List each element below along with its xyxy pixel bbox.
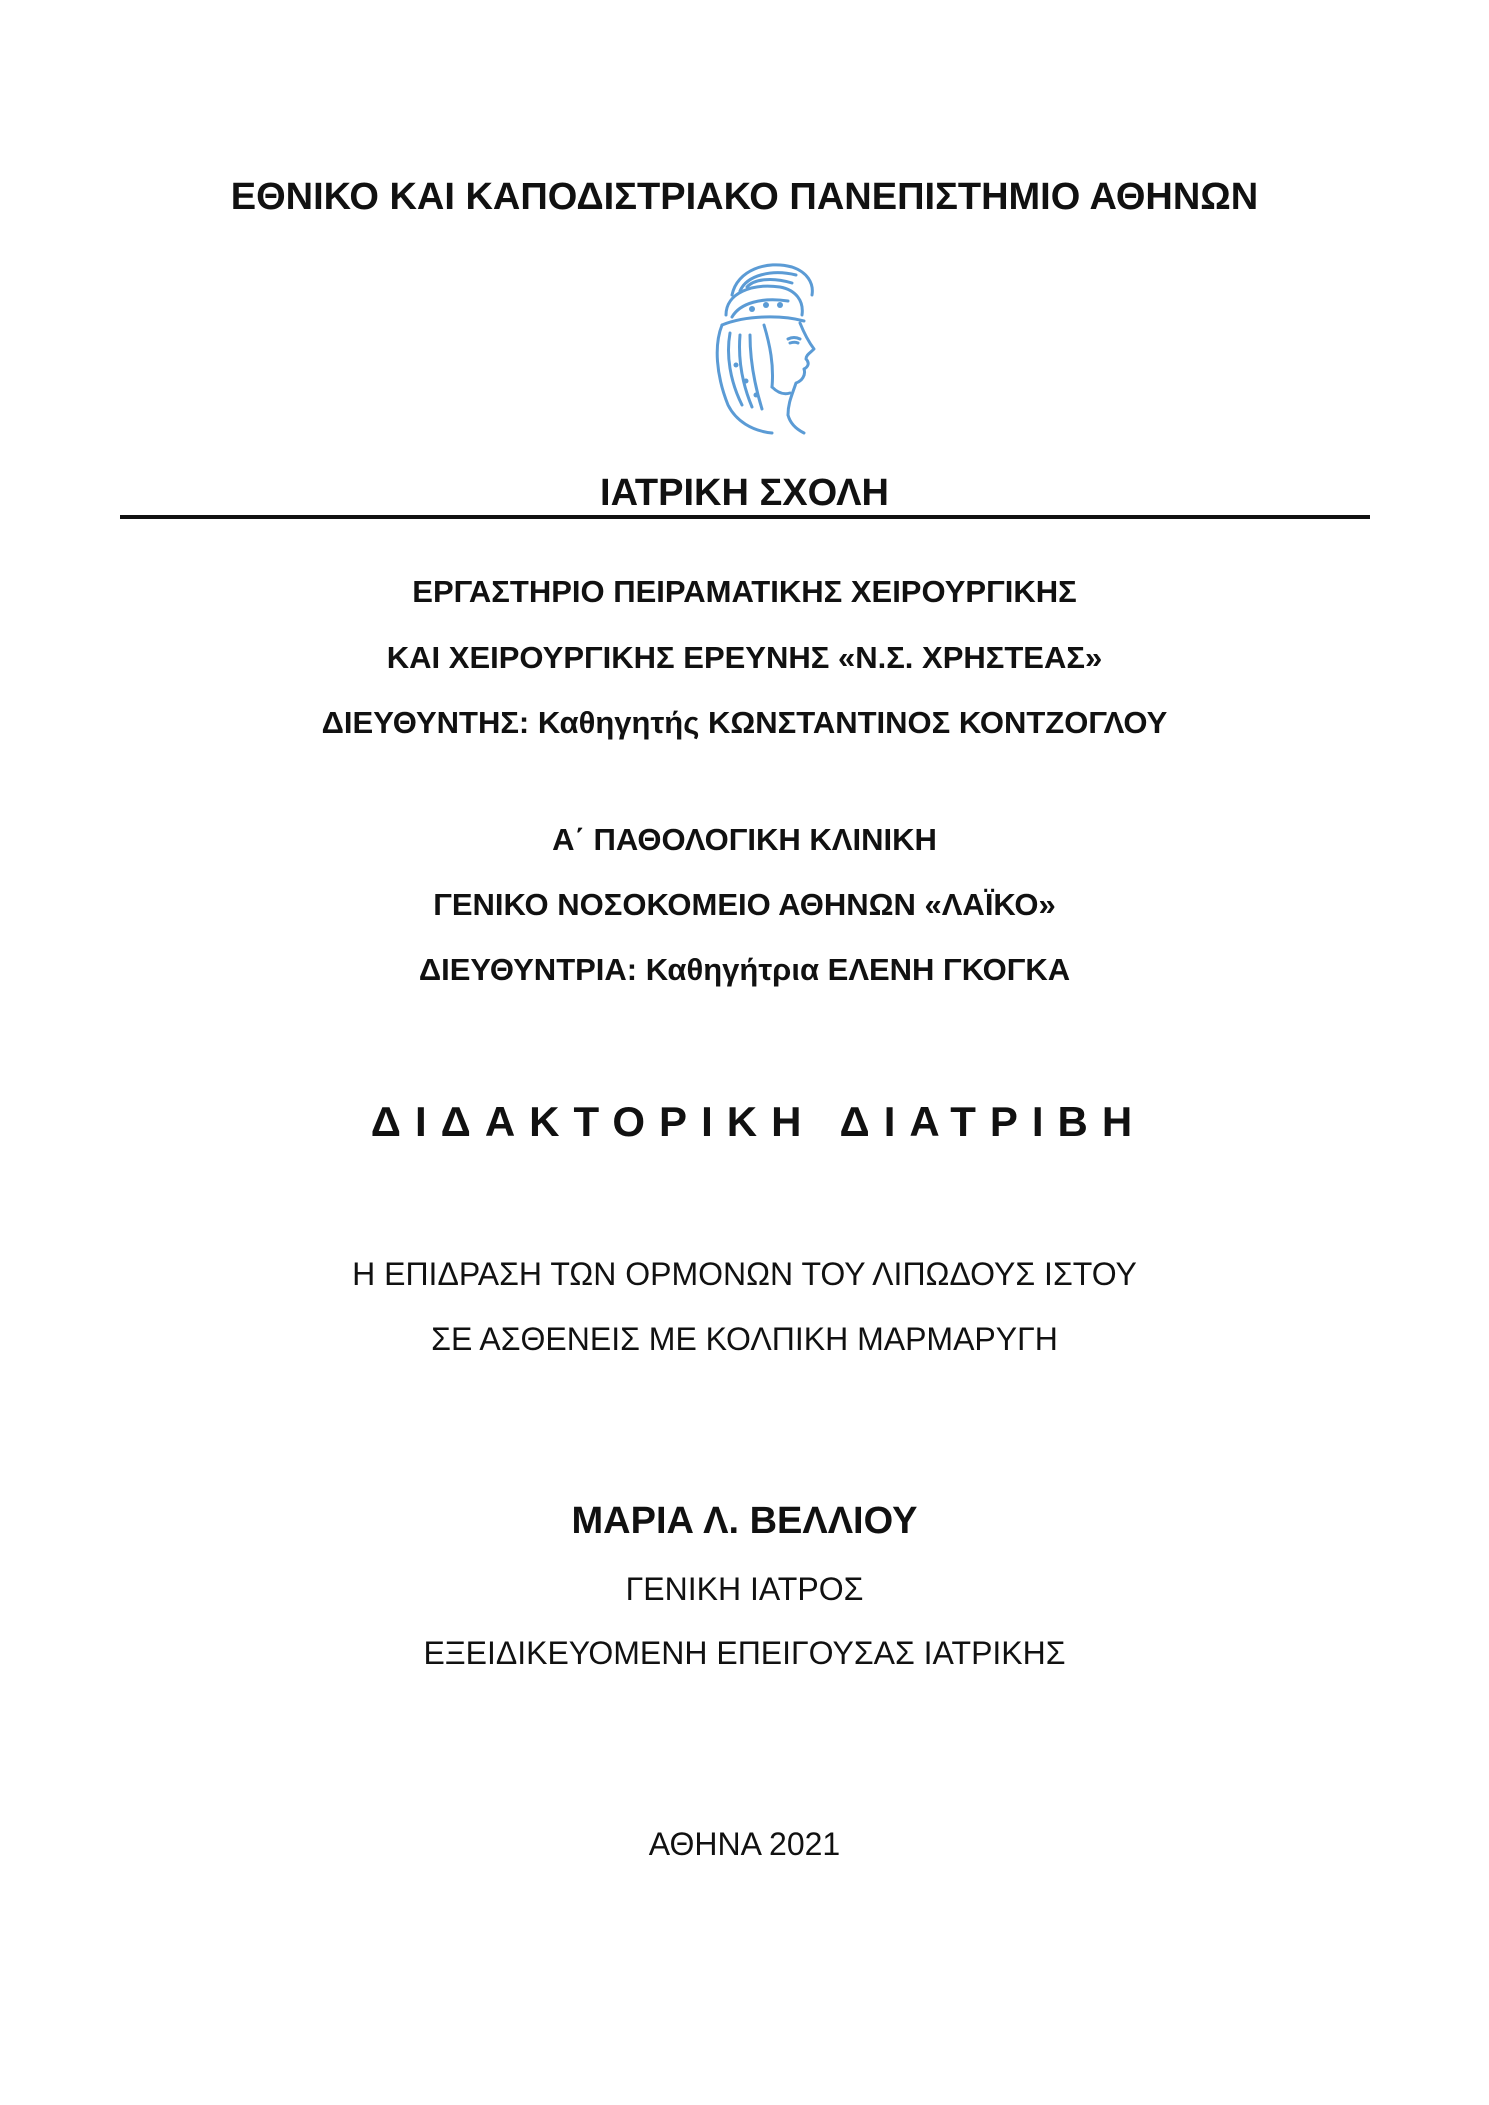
author-role-2: ΕΞΕΙΔΙΚΕΥΟΜΕΝΗ ΕΠΕΙΓΟΥΣΑΣ ΙΑΤΡΙΚΗΣ <box>423 1635 1066 1671</box>
author-role-1: ΓΕΝΙΚΗ ΙΑΤΡΟΣ <box>625 1571 864 1607</box>
divider-rule <box>120 515 1370 519</box>
document-type: ΔΙΔΑΚΤΟΡΙΚΗ ΔΙΑΤΡΙΒΗ <box>370 1098 1147 1145</box>
author-name: ΜΑΡΙΑ Λ. ΒΕΛΛΙΟΥ <box>571 1500 918 1542</box>
laboratory-line-1: ΕΡΓΑΣΤΗΡΙΟ ΠΕΙΡΑΜΑΤΙΚΗΣ ΧΕΙΡΟΥΡΓΙΚΗΣ <box>412 574 1077 609</box>
laboratory-director: ΔΙΕΥΘΥΝΤΗΣ: Καθηγητής ΚΩΝΣΤΑΝΤΙΝΟΣ ΚΟΝΤΖΟΓΛΟΥ <box>321 705 1168 740</box>
clinic-director: ΔΙΕΥΘΥΝΤΡΙΑ: Καθηγήτρια ΕΛΕΝΗ ΓΚΟΓΚΑ <box>418 952 1071 987</box>
thesis-title-line-1: Η ΕΠΙΔΡΑΣΗ ΤΩΝ ΟΡΜΟΝΩΝ ΤΟΥ ΛΙΠΩΔΟΥΣ ΙΣΤΟΥ <box>352 1256 1137 1292</box>
athena-head-icon <box>692 255 828 435</box>
place-year: ΑΘΗΝΑ 2021 <box>648 1826 841 1862</box>
thesis-title-line-2: ΣΕ ΑΣΘΕΝΕΙΣ ΜΕ ΚΟΛΠΙΚΗ ΜΑΡΜΑΡΥΓΗ <box>431 1321 1058 1357</box>
laboratory-line-2: ΚΑΙ ΧΕΙΡΟΥΡΓΙΚΗΣ ΕΡΕΥΝΗΣ «Ν.Σ. ΧΡΗΣΤΕΑΣ» <box>386 640 1103 675</box>
clinic-line-2: ΓΕΝΙΚΟ ΝΟΣΟΚΟΜΕΙΟ ΑΘΗΝΩΝ «ΛΑΪΚΟ» <box>433 887 1056 922</box>
school-name: ΙΑΤΡΙΚΗ ΣΧΟΛΗ <box>600 472 889 514</box>
clinic-line-1: Α΄ ΠΑΘΟΛΟΓΙΚΗ ΚΛΙΝΙΚΗ <box>552 822 937 857</box>
university-name: ΕΘΝΙΚΟ ΚΑΙ ΚΑΠΟΔΙΣΤΡΙΑΚΟ ΠΑΝΕΠΙΣΤΗΜΙΟ ΑΘΗΝΩΝ <box>230 176 1259 218</box>
